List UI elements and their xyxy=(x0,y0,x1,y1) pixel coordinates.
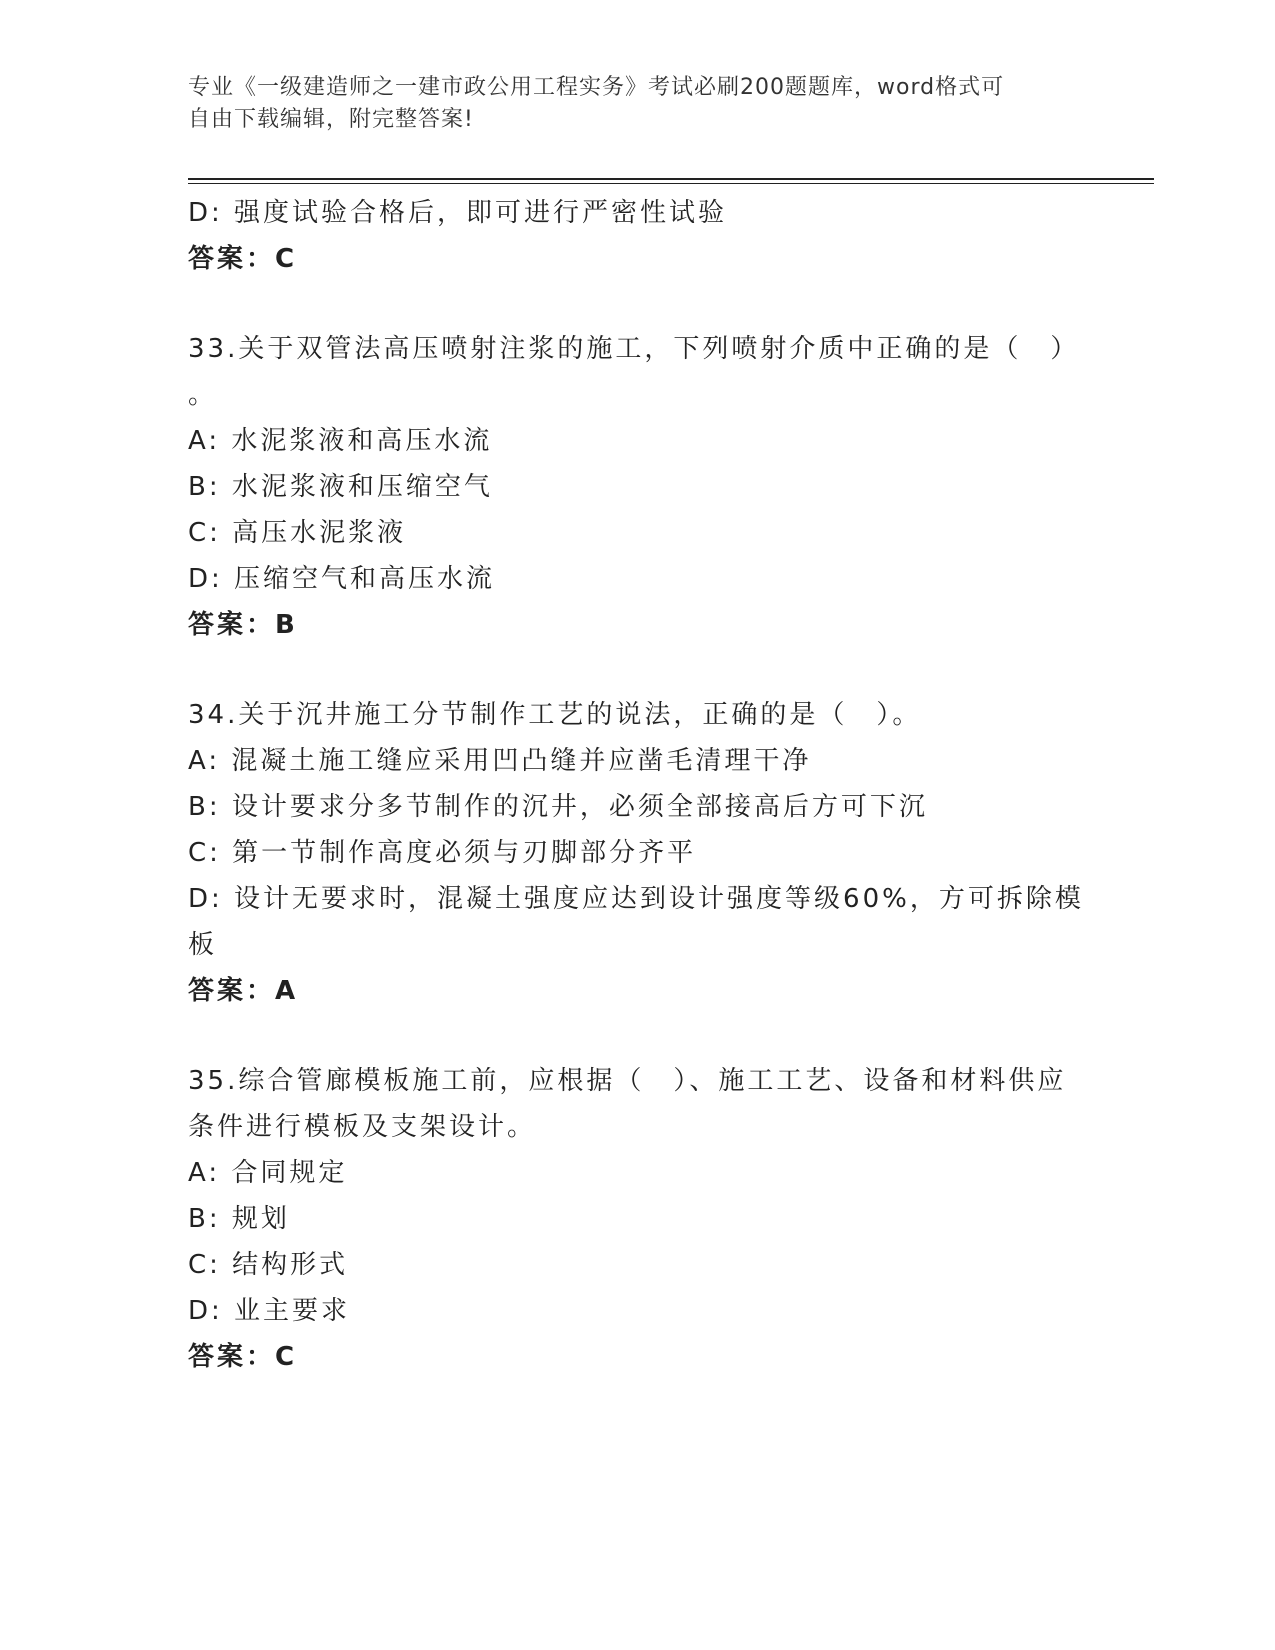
spacer xyxy=(188,1014,1078,1058)
option-c: C: 高压水泥浆液 xyxy=(188,518,407,548)
spacer xyxy=(188,282,1078,326)
option-a: A: 合同规定 xyxy=(188,1158,348,1188)
question-35 xyxy=(188,1058,1078,1380)
option-a: A: 混凝土施工缝应采用凹凸缝并应凿毛清理干净 xyxy=(188,746,812,776)
question-stem: 34.关于沉井施工分节制作工艺的说法，正确的是（ ）。 xyxy=(188,700,922,730)
answer: 答案：A xyxy=(188,976,299,1006)
header-line-2: 自由下载编辑，附完整答案! xyxy=(188,107,474,132)
question-32-tail xyxy=(188,190,1078,282)
question-34 xyxy=(188,692,1084,1014)
option-d: D: 业主要求 xyxy=(188,1296,351,1326)
option-d-continued: 板 xyxy=(188,930,218,960)
option-d: D: 强度试验合格后，即可进行严密性试验 xyxy=(188,198,728,228)
option-d: D: 压缩空气和高压水流 xyxy=(188,564,496,594)
option-b: B: 水泥浆液和压缩空气 xyxy=(188,472,493,502)
option-c: C: 结构形式 xyxy=(188,1250,349,1280)
header-rule-thin xyxy=(188,183,1154,184)
option-a: A: 水泥浆液和高压水流 xyxy=(188,426,493,456)
question-stem-continued: 。 xyxy=(188,380,218,410)
option-c: C: 第一节制作高度必须与刃脚部分齐平 xyxy=(188,838,697,868)
answer: 答案：B xyxy=(188,610,298,640)
answer: 答案：C xyxy=(188,1342,298,1372)
question-33 xyxy=(188,326,1078,648)
option-d: D: 设计无要求时，混凝土强度应达到设计强度等级60%，方可拆除模 xyxy=(188,884,1084,914)
question-stem: 33.关于双管法高压喷射注浆的施工，下列喷射介质中正确的是（ ） xyxy=(188,334,1080,364)
option-b: B: 规划 xyxy=(188,1204,290,1234)
option-b: B: 设计要求分多节制作的沉井，必须全部接高后方可下沉 xyxy=(188,792,928,822)
question-content xyxy=(188,190,1084,1380)
header-rule-thick xyxy=(188,178,1154,180)
document-header xyxy=(188,72,1068,136)
question-stem-continued: 条件进行模板及支架设计。 xyxy=(188,1112,537,1142)
spacer xyxy=(188,648,1078,692)
answer: 答案：C xyxy=(188,244,298,274)
header-line-1: 专业《一级建造师之一建市政公用工程实务》考试必刷200题题库，word格式可 xyxy=(188,75,1005,100)
question-stem: 35.综合管廊模板施工前，应根据（ ）、施工工艺、设备和材料供应 xyxy=(188,1066,1067,1096)
